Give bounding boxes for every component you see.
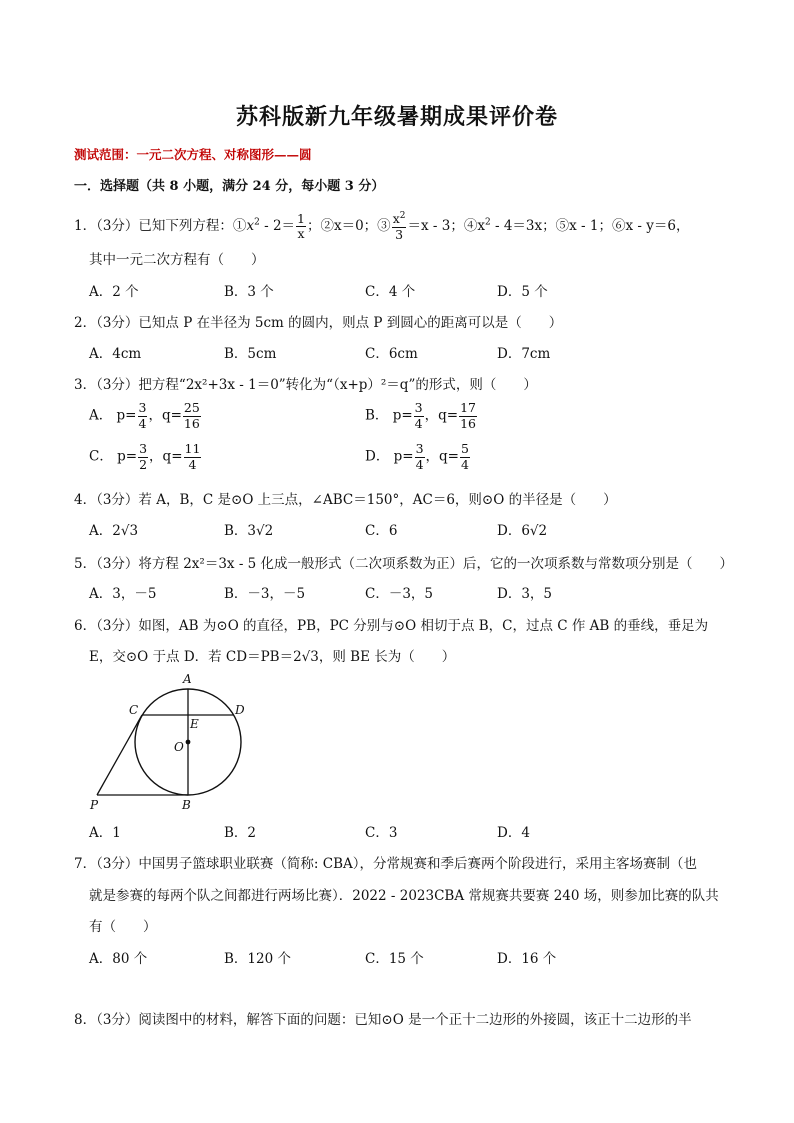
q2-option-d[interactable]: D．7cm <box>497 346 551 362</box>
q1-prefix: 1．（3分）已知下列方程：① <box>74 218 247 235</box>
q6-option-d[interactable]: D．4 <box>497 825 530 841</box>
q4-option-b[interactable]: B．3√2 <box>224 523 274 539</box>
q6-option-a[interactable]: A．1 <box>89 825 121 841</box>
q1-line2: 其中一元二次方程有（ ） <box>89 252 265 268</box>
q3-option-d[interactable]: D． p= $\frac{3}{4}$ ，q= $\frac{5}{4}$ <box>365 441 469 472</box>
label-p: P <box>90 798 99 812</box>
q5-option-d[interactable]: D．3，5 <box>497 586 553 602</box>
page-title: 苏科版新九年级暑期成果评价卷 <box>235 104 558 130</box>
question-4: 4．（3分）若 A，B，C 是⊙O 上三点，∠ABC＝150°，AC＝6，则⊙O 的半径是（ ） <box>74 492 617 508</box>
center-point <box>186 740 191 745</box>
q1-option-b[interactable]: B．3 个 <box>224 284 274 300</box>
section-heading: 一．选择题（共 8 小题，满分 24 分，每小题 3 分） <box>74 179 385 194</box>
q7-option-c[interactable]: C．15 个 <box>365 951 424 967</box>
question-5: 5．（3分）将方程 2x²＝3x - 5 化成一般形式（二次项系数为正）后，它的一次项系数与常数项分别是（ ） <box>74 556 734 572</box>
q1-eq1-rest: - 2＝ <box>259 218 296 235</box>
q4-option-c[interactable]: C．6 <box>365 523 398 539</box>
question-8-line1: 8．（3分）阅读图中的材料，解答下面的问题：已知⊙O 是一个正十二边形的外接圆，该正十二边形的半 <box>74 1012 692 1028</box>
q1-fraction-1-over-x: $\frac{1}{x}$ <box>297 210 305 242</box>
q5-option-b[interactable]: B．－3，－5 <box>224 586 306 602</box>
test-scope: 测试范围：一元二次方程、对称图形——圆 <box>74 147 312 162</box>
question-7-line3: 有（ ） <box>89 919 157 935</box>
question-2: 2．（3分）已知点 P 在半径为 5cm 的圆内，则点 P 到圆心的距离可以是（ ） <box>74 315 563 331</box>
question-7-line1: 7．（3分）中国男子篮球职业联赛（简称: CBA），分常规赛和季后赛两个阶段进行，采用主客场赛制（也 <box>74 856 698 872</box>
q1-eq4: - 4＝3x；⑤x - 1；⑥x - y＝6， <box>490 218 690 235</box>
question-1: 1．（3分）已知下列方程：$①x^2 - 2=$ $\frac{1}{x}$ ；②x＝0；③ $\frac{x^2}{3}$ ＝x - 3；$④x^2 - 4=3x$；⑤x - 1；⑥x - y＝6， <box>74 210 690 242</box>
label-a: A <box>183 672 192 686</box>
label-d: D <box>235 703 245 717</box>
q2-option-a[interactable]: A．4cm <box>89 346 142 362</box>
question-6-line1: 6．（3分）如图，AB 为⊙O 的直径，PB，PC 分别与⊙O 相切于点 B，C，过点 C 作 AB 的垂线，垂足为 <box>74 618 709 634</box>
q5-option-a[interactable]: A．3，－5 <box>89 586 157 602</box>
q5-option-c[interactable]: C．－3，5 <box>365 586 434 602</box>
q3-option-b[interactable]: B． p= $\frac{3}{4}$ ，q= $\frac{17}{16}$ <box>365 400 476 431</box>
q3-option-a[interactable]: A． p= $\frac{3}{4}$ ，q= $\frac{25}{16}$ <box>89 400 200 431</box>
q1-option-d[interactable]: D．5 个 <box>497 284 548 300</box>
q1-option-c[interactable]: C．4 个 <box>365 284 416 300</box>
question-3: 3．（3分）把方程“2x²+3x - 1＝0”转化为“（x+p）²＝q”的形式，则（ ） <box>74 377 537 393</box>
question-6-line2: E，交⊙O 于点 D．若 CD＝PB＝2√3，则 BE 长为（ ） <box>89 649 456 665</box>
question-7-line2: 就是参赛的每两个队之间都进行两场比赛）．2022 - 2023CBA 常规赛共要赛 240 场，则参加比赛的队共 <box>89 888 719 904</box>
q1-eq3: ＝x - 3；④x <box>407 218 485 235</box>
label-e: E <box>190 717 199 731</box>
q2-option-c[interactable]: C．6cm <box>365 346 418 362</box>
q6-geometry-figure <box>86 668 266 817</box>
label-b: B <box>182 798 191 812</box>
q1-eq1-var: x <box>246 218 255 235</box>
label-o: O <box>174 740 184 754</box>
q2-option-b[interactable]: B．5cm <box>224 346 277 362</box>
q1-option-a[interactable]: A．2 个 <box>89 284 139 300</box>
q1-fraction-x2-over-3: $\frac{x^2}{3}$ <box>392 211 406 242</box>
q3-option-c[interactable]: C． p= $\frac{3}{2}$ ，q= $\frac{11}{4}$ <box>89 441 201 472</box>
q1-eq2: ；②x＝0；③ <box>306 218 391 235</box>
q4-option-d[interactable]: D．6√2 <box>497 523 548 539</box>
circle-tangent-diagram <box>86 668 266 813</box>
q7-option-d[interactable]: D．16 个 <box>497 951 557 967</box>
q7-option-a[interactable]: A．80 个 <box>89 951 148 967</box>
label-c: C <box>129 703 139 717</box>
q6-option-c[interactable]: C．3 <box>365 825 398 841</box>
q6-option-b[interactable]: B．2 <box>224 825 257 841</box>
q4-option-a[interactable]: A．2√3 <box>89 523 139 539</box>
tangent-pc <box>97 715 142 795</box>
q7-option-b[interactable]: B．120 个 <box>224 951 291 967</box>
